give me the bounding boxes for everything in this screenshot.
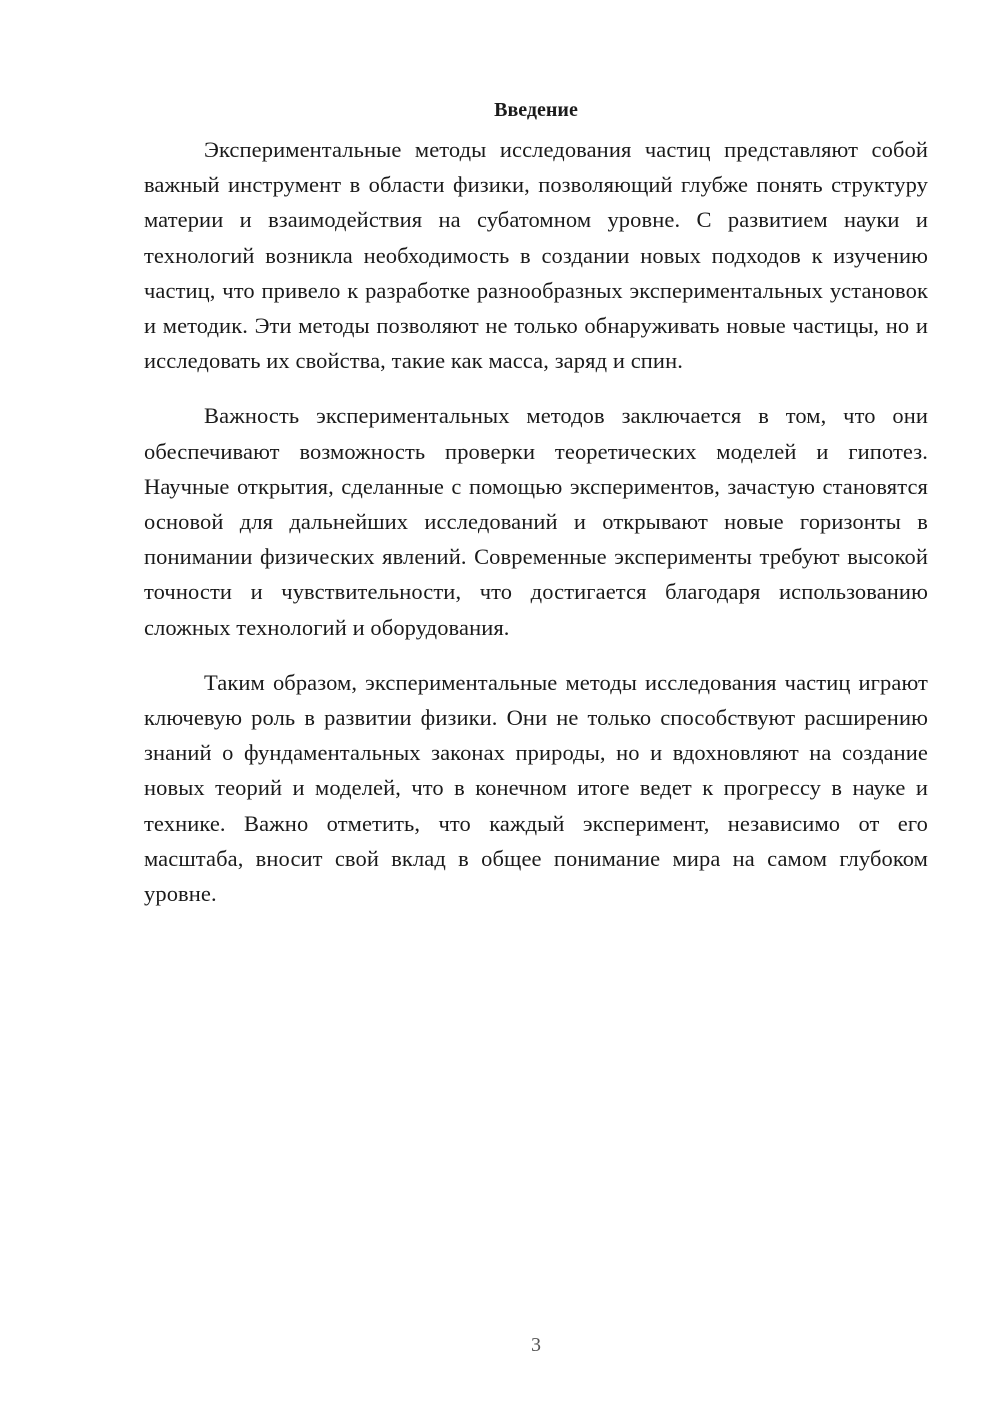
page-number: 3 [531,1334,541,1356]
paragraph-1: Экспериментальные методы исследования частиц представляют собой важный инструмент в области физики, позволяющий глубже понять структуру материи и взаимодействия на субатомном уровне. С развитием науки и технологий возникла необходимость в создании новых подходов к изучению частиц, что привело к разработке разнообразных экспериментальных установок и методик. Эти методы позволяют не только обнаруживать новые частицы, но и исследовать их свойства, такие как масса, заряд и спин. [144,137,928,374]
section-heading: Введение [494,99,578,121]
paragraph-2: Важность экспериментальных методов заключается в том, что они обеспечивают возможность проверки теоретических моделей и гипотез. Научные открытия, сделанные с помощью экспериментов, зачастую становятся основой для дальнейших исследований и открывают новые горизонты в понимании физических явлений. Современные эксперименты требуют высокой точности и чувствительности, что достигается благодаря использованию сложных технологий и оборудования. [144,403,928,640]
paragraph-3: Таким образом, экспериментальные методы исследования частиц играют ключевую роль в развитии физики. Они не только способствуют расширению знаний о фундаментальных законах природы, но и вдохновляют на создание новых теорий и моделей, что в конечном итоге ведет к прогрессу в науке и технике. Важно отметить, что каждый эксперимент, независимо от его масштаба, вносит свой вклад в общее понимание мира на самом глубоком уровне. [144,669,928,907]
document-page [144,96,928,931]
